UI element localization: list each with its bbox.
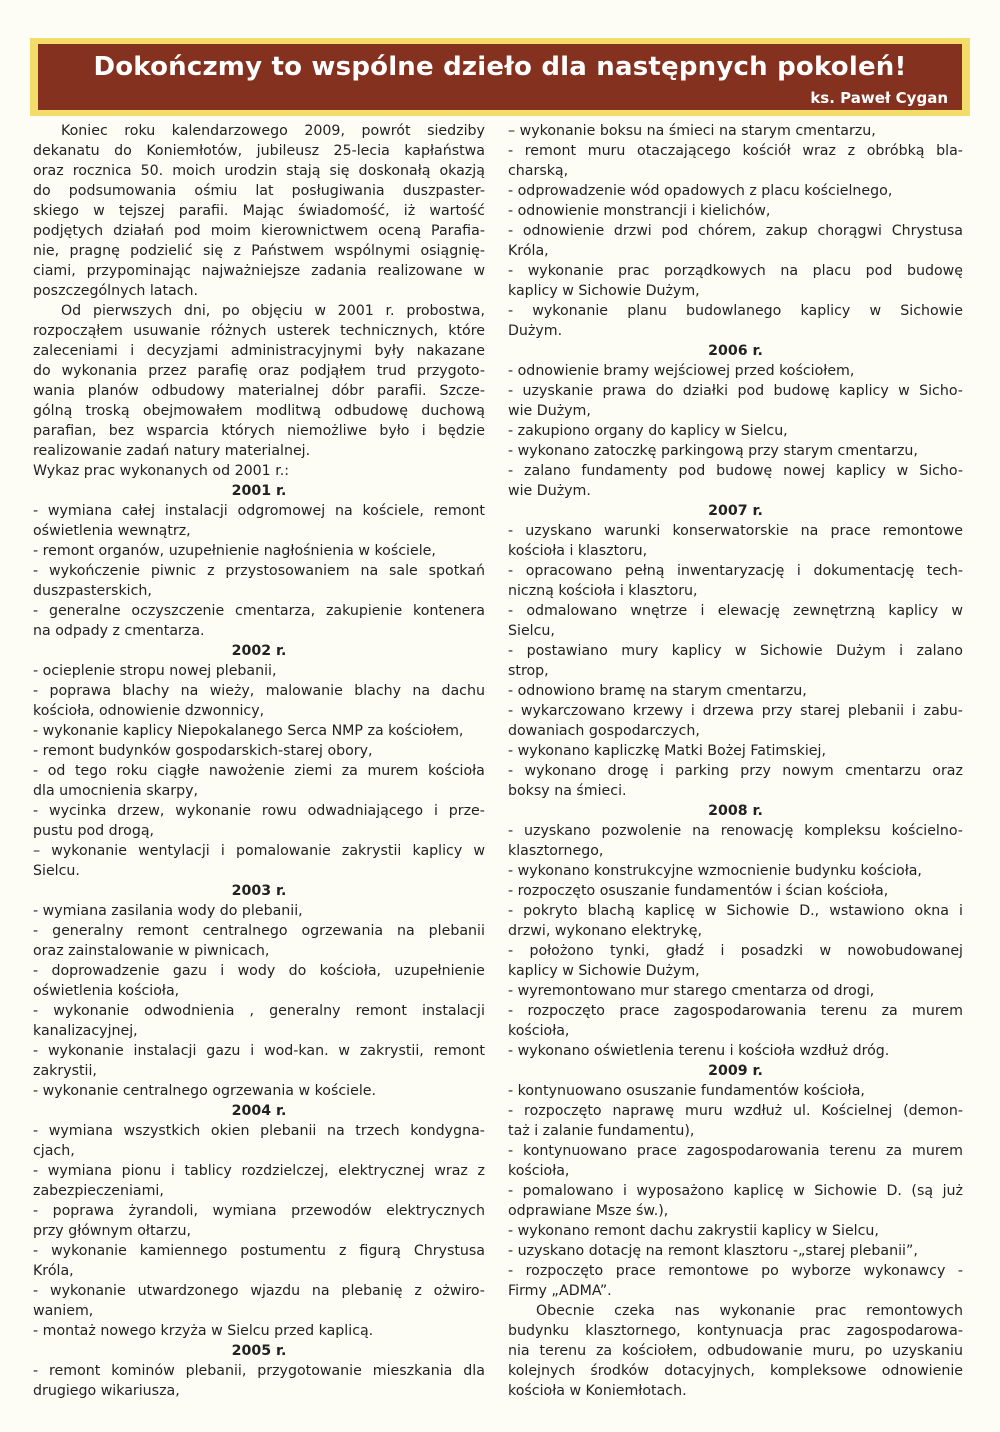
text-line: - poprawa żyrandoli, wymiana przewodów elektrycznych: [33, 1203, 485, 1219]
text-line: Obecnie czeka nas wykonanie prac remontowych: [536, 1303, 963, 1319]
text-line: - poprawa blachy na wieży, malowanie blachy na dachu: [33, 683, 485, 699]
text-line: dowaniach gospodarczych,: [508, 723, 700, 739]
text-line: pustu pod drogą,: [33, 823, 155, 839]
text-line: duszpasterskich,: [33, 583, 152, 599]
text-line: - wykonanie kaplicy Niepokalanego Serca NMP za kościołem,: [33, 723, 464, 739]
text-line: - wycinka drzew, wykonanie rowu odwadniającego i prze-: [33, 803, 485, 819]
year-heading: 2007 r.: [708, 503, 763, 519]
text-line: klasztornego,: [508, 843, 604, 859]
text-line: zabezpieczeniami,: [33, 1183, 164, 1199]
text-line: - wymiana całej instalacji odgromowej na kościele, remont: [33, 503, 485, 519]
text-line: - wymiana wszystkich okien plebanii na trzech kondygna-: [33, 1123, 485, 1139]
text-line: - uzyskano warunki konserwatorskie na prace remontowe: [508, 523, 963, 539]
text-line: nie, pragnę podzielić się z Państwem wspólnymi osiągnię-: [33, 243, 485, 259]
text-line: kościoła,: [508, 1163, 570, 1179]
text-line: skiego w tejszej parafii. Mając świadomość, iż wartość: [33, 203, 485, 219]
text-line: cjach,: [33, 1143, 75, 1159]
text-line: parafian, bez wsparcia których niemożliwe było i będzie: [33, 423, 485, 439]
text-line: - postawiano mury kaplicy w Sichowie Dużym i zalano: [508, 643, 963, 659]
text-line: dla umocnienia skarpy,: [33, 783, 199, 799]
text-line: - wykonanie utwardzonego wjazdu na plebanię z ożwiro-: [33, 1283, 485, 1299]
year-heading: 2005 r.: [231, 1343, 287, 1359]
text-line: - remont kominów plebanii, przygotowanie mieszkania dla: [33, 1363, 485, 1379]
text-line: Firmy „ADMA”.: [508, 1283, 612, 1299]
text-line: - doprowadzenie gazu i wody do kościoła, uzupełnienie: [33, 963, 485, 979]
text-line: kaplicy w Sichowie Dużym,: [508, 283, 700, 299]
year-heading: 2004 r.: [231, 1103, 287, 1119]
text-line: Sielcu.: [33, 863, 80, 879]
text-line: - uzyskano dotację na remont klasztoru -„starej plebanii”,: [508, 1243, 918, 1259]
text-line: wania planów odbudowy materialnej dóbr parafii. Szcze-: [33, 383, 485, 399]
text-line: boksy na śmieci.: [508, 783, 627, 799]
text-line: - ocieplenie stropu nowej plebanii,: [33, 663, 277, 679]
text-line: - remont budynków gospodarskich-starej obory,: [33, 743, 373, 759]
text-line: strop,: [508, 663, 549, 679]
text-line: oświetlenia kościoła,: [33, 983, 180, 999]
text-line: - remont organów, uzupełnienie nagłośnienia w kościele,: [33, 543, 436, 559]
text-line: - położono tynki, gładź i posadzki w nowobudowanej: [508, 943, 963, 959]
text-line: kościoła, odnowienie dzwonnicy,: [33, 703, 265, 719]
text-line: kolejnych środków dotacyjnych, kompleksowe odnowienie: [508, 1363, 963, 1379]
text-line: - wykonano konstrukcyjne wzmocnienie budynku kościoła,: [508, 863, 922, 879]
text-line: - wykonano remont dachu zakrystii kaplicy w Sielcu,: [508, 1223, 879, 1239]
text-line: - rozpoczęto osuszanie fundamentów i ścian kościoła,: [508, 883, 889, 899]
text-line: - wykarczowano krzewy i drzewa przy starej plebanii i zabu-: [508, 703, 963, 719]
text-line: – wykonanie wentylacji i pomalowanie zakrystii kaplicy w: [33, 843, 485, 859]
text-line: kościoła,: [508, 1023, 570, 1039]
text-line: Koniec roku kalendarzowego 2009, powrót siedziby: [61, 123, 485, 139]
text-line: - odnowienie monstrancji i kielichów,: [508, 203, 771, 219]
text-line: Króla,: [508, 243, 549, 259]
text-line: odprawiane Msze św.),: [508, 1203, 669, 1219]
text-line: - wymiana zasilania wody do plebanii,: [33, 903, 303, 919]
text-line: waniem,: [33, 1303, 94, 1319]
text-line: - wykonano oświetlenia terenu i kościoła wzdłuż dróg.: [508, 1043, 890, 1059]
text-line: budynku klasztornego, kontynuacja prac zagospodarowa-: [508, 1323, 963, 1339]
text-line: – wykonanie boksu na śmieci na starym cmentarzu,: [508, 123, 876, 139]
text-line: kościoła w Koniemłotach.: [508, 1383, 687, 1399]
article-author: ks. Paweł Cygan: [810, 89, 948, 107]
year-heading: 2009 r.: [708, 1063, 763, 1079]
text-line: - zakupiono organy do kaplicy w Sielcu,: [508, 423, 788, 439]
text-line: - wyremontowano mur starego cmentarza od drogi,: [508, 983, 875, 999]
year-heading: 2008 r.: [708, 803, 763, 819]
text-line: - kontynuowano osuszanie fundamentów kościoła,: [508, 1083, 865, 1099]
text-line: Króla,: [33, 1263, 74, 1279]
text-line: - wykonano kapliczkę Matki Bożej Fatimskiej,: [508, 743, 826, 759]
text-line: - wykonanie odwodnienia , generalny remont instalacji: [33, 1003, 485, 1019]
text-line: - montaż nowego krzyża w Sielcu przed kaplicą.: [33, 1323, 374, 1339]
text-line: - pomalowano i wyposażono kaplicę w Sichowie D. (są już: [508, 1183, 963, 1199]
year-heading: 2006 r.: [708, 343, 763, 359]
text-line: - uzyskanie prawa do działki pod budowę kaplicy w Sicho-: [508, 383, 963, 399]
text-line: gólną troską obejmowałem modlitwą odbudowę duchową: [33, 403, 485, 419]
text-line: kaplicy w Sichowie Dużym,: [508, 963, 700, 979]
article-column-left: [33, 121, 485, 1401]
text-line: oraz rocznica 50. moich urodzin stają się doskonałą okazją: [33, 163, 485, 179]
text-line: - wykonanie kamiennego postumentu z figurą Chrystusa: [33, 1243, 485, 1259]
text-line: - odnowienie drzwi pod chórem, zakup chorągwi Chrystusa: [508, 223, 963, 239]
text-line: niczną kościoła i klasztoru,: [508, 583, 698, 599]
text-line: - wykończenie piwnic z przystosowaniem na sale spotkań: [33, 563, 485, 579]
text-line: - pokryto blachą kaplicę w Sichowie D., wstawiono okna i: [508, 903, 963, 919]
text-line: - rozpoczęto prace remontowe po wyborze wykonawcy -: [508, 1263, 963, 1279]
text-line: taż i zalanie fundamentu),: [508, 1123, 695, 1139]
text-line: - wykonanie planu budowlanego kaplicy w Sichowie: [508, 303, 963, 319]
text-line: zaleceniami i decyzjami administracyjnymi były nakazane: [33, 343, 485, 359]
text-line: - zalano fundamenty pod budowę nowej kaplicy w Sicho-: [508, 463, 963, 479]
year-heading: 2003 r.: [231, 883, 287, 899]
text-line: kanalizacyjnej,: [33, 1023, 138, 1039]
text-line: - uzyskano pozwolenie na renowację kompleksu kościelno-: [508, 823, 963, 839]
text-line: oraz zainstalowanie w piwnicach,: [33, 943, 270, 959]
text-line: drugiego wikariusza,: [33, 1383, 180, 1399]
text-line: - wykonano zatoczkę parkingową przy starym cmentarzu,: [508, 443, 918, 459]
text-line: charską,: [508, 163, 569, 179]
text-line: do wykonania przez parafię oraz podjąłem trud przygoto-: [33, 363, 485, 379]
text-line: zakrystii,: [33, 1063, 97, 1079]
text-line: do podsumowania ośmiu lat posługiwania duszpaster-: [33, 183, 485, 199]
text-line: - wymiana pionu i tablicy rozdzielczej, elektrycznej wraz z: [33, 1163, 485, 1179]
text-line: wie Dużym.: [508, 483, 591, 499]
text-line: Od pierwszych dni, po objęciu w 2001 r. probostwa,: [61, 303, 485, 319]
text-line: - opracowano pełną inwentaryzację i dokumentację tech-: [508, 563, 963, 579]
text-line: - wykonano drogę i parking przy nowym cmentarzu oraz: [508, 763, 963, 779]
text-line: realizowanie zadań natury materialnej.: [33, 443, 311, 459]
text-line: - remont muru otaczającego kościół wraz z obróbką bla-: [508, 143, 963, 159]
year-heading: 2001 r.: [231, 483, 287, 499]
text-line: Wykaz prac wykonanych od 2001 r.:: [33, 463, 290, 479]
text-line: Sielcu,: [508, 623, 555, 639]
text-line: - rozpoczęto prace zagospodarowania terenu za murem: [508, 1003, 963, 1019]
text-line: - odnowiono bramę na starym cmentarzu,: [508, 683, 807, 699]
text-line: wie Dużym,: [508, 403, 591, 419]
text-line: kościoła i klasztoru,: [508, 543, 648, 559]
text-line: - odmalowano wnętrze i elewację zewnętrzną kaplicy w: [508, 603, 963, 619]
text-line: ciami, przypominając najważniejsze zadania realizowane w: [33, 263, 485, 279]
text-line: - odnowienie bramy wejściowej przed kościołem,: [508, 363, 855, 379]
text-line: poszczególnych latach.: [33, 283, 199, 299]
text-line: - odprowadzenie wód opadowych z placu kościelnego,: [508, 183, 893, 199]
title-banner: [38, 44, 962, 110]
text-line: - generalny remont centralnego ogrzewania na plebanii: [33, 923, 485, 939]
text-line: na odpady z cmentarza.: [33, 623, 205, 639]
text-line: - wykonanie prac porządkowych na placu pod budowę: [508, 263, 963, 279]
text-line: - generalne oczyszczenie cmentarza, zakupienie kontenera: [33, 603, 485, 619]
text-line: Dużym.: [508, 323, 563, 339]
year-heading: 2002 r.: [231, 643, 287, 659]
text-line: oświetlenia wewnątrz,: [33, 523, 191, 539]
article-title: Dokończmy to wspólne dzieło dla następnych pokoleń!: [93, 52, 907, 82]
text-line: - kontynuowano prace zagospodarowania terenu za murem: [508, 1143, 963, 1159]
text-line: nia terenu za kościołem, odbudowanie muru, po uzyskaniu: [508, 1343, 963, 1359]
text-line: - od tego roku ciągłe nawożenie ziemi za murem kościoła: [33, 763, 485, 779]
text-line: - wykonanie instalacji gazu i wod-kan. w zakrystii, remont: [33, 1043, 485, 1059]
article-column-right: [508, 121, 963, 1401]
text-line: podjętych działań pod moim kierownictwem oceną Parafia-: [33, 223, 485, 239]
text-line: drzwi, wykonano elektrykę,: [508, 923, 702, 939]
text-line: - wykonanie centralnego ogrzewania w kościele.: [33, 1083, 377, 1099]
text-line: - rozpoczęto naprawę muru wzdłuż ul. Kościelnej (demon-: [508, 1103, 963, 1119]
text-line: rozpocząłem usuwanie różnych usterek technicznych, które: [33, 323, 485, 339]
text-line: przy głównym ołtarzu,: [33, 1223, 191, 1239]
text-line: dekanatu do Koniemłotów, jubileusz 25-lecia kapłaństwa: [33, 143, 485, 159]
